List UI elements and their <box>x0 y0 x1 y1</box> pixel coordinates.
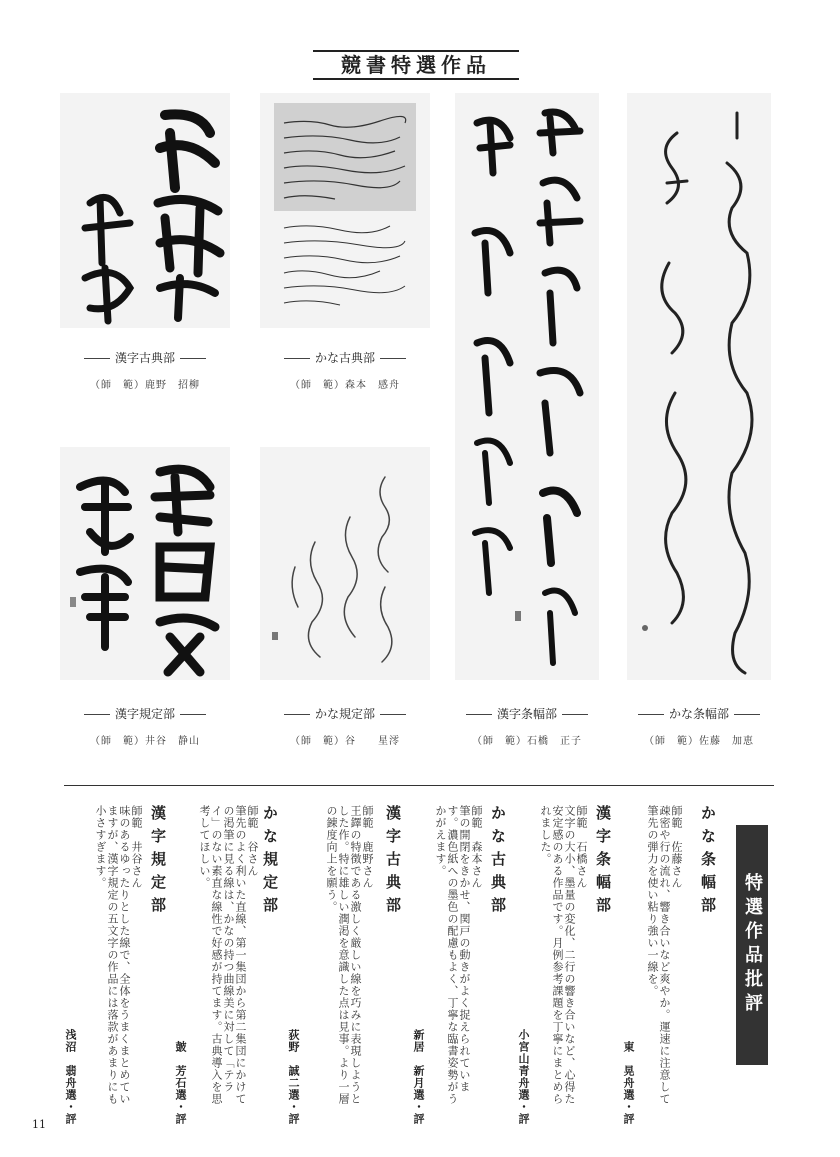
critique-signature: 浅沼 翡舟選・評 <box>64 1029 77 1125</box>
work-teacher: （師 範）佐藤 加恵 <box>644 736 754 747</box>
critique-text: 筆の開閉をきかせ、関戸の動きがよく捉えられています。濃色紙への墨色の配慮もよく、丁寧な臨書姿勢がうかがえます。 <box>434 805 471 1105</box>
artwork-kanji-classic <box>60 93 230 328</box>
artwork-kana-scroll <box>627 93 771 680</box>
work-category: 漢字規定部 <box>60 706 230 722</box>
critique-item <box>285 805 405 1125</box>
critique-signature: 小宮山青舟選・評 <box>517 1029 530 1125</box>
work-caption <box>60 706 230 747</box>
work-category: 漢字古典部 <box>60 350 230 366</box>
work-teacher: （師 範）谷 星澪 <box>290 736 400 747</box>
critique-item <box>620 805 720 1125</box>
work-caption <box>260 706 430 747</box>
critique-teacher: 師範 森本さん <box>470 805 483 889</box>
work-teacher: （師 範）井谷 静山 <box>90 736 200 747</box>
critique-category: かな古典部 <box>489 805 507 920</box>
critique-teacher: 師範 佐藤さん <box>670 805 683 889</box>
artwork-kanji-standard <box>60 447 230 680</box>
critique-item <box>410 805 510 1125</box>
critique-body <box>642 805 682 1105</box>
work-caption <box>614 706 784 747</box>
work-teacher: （師 範）鹿野 招柳 <box>90 380 200 391</box>
critique-body <box>192 805 258 1105</box>
section-divider <box>64 785 774 786</box>
critique-signature: 東 晃舟選・評 <box>622 1041 635 1125</box>
critique-text: 王鐸の特徴である激しく厳しい線を巧みに表現しようとした作。特に雄しい潤渇を意識した点は見事。より一層の錬度向上を願う。 <box>325 805 362 1105</box>
critique-text: 筆先のよく利いた直線、第一集団から第二集団にかけての渇筆に見る線は、かなの持つ曲線美に対して「テライ」のない素直な線性で好感が持てます。古典導入を思考してほしい。 <box>198 805 247 1105</box>
critique-signature: 荻野 誠二選・評 <box>287 1029 300 1125</box>
work-caption <box>60 350 230 391</box>
critique-teacher: 師範 谷さん <box>246 805 259 877</box>
critique-teacher: 師範 石橋さん <box>575 805 588 889</box>
work-category: かな条幅部 <box>614 706 784 722</box>
critique-category: かな規定部 <box>261 805 279 920</box>
artwork-kana-standard <box>260 447 430 680</box>
critique-body <box>307 805 373 1105</box>
artwork-kanji-scroll <box>455 93 599 680</box>
work-category: かな規定部 <box>260 706 430 722</box>
work-teacher: （師 範）石橋 正子 <box>472 736 582 747</box>
critique-signature: 新居 新月選・評 <box>412 1029 425 1125</box>
work-caption <box>442 706 612 747</box>
critique-body <box>537 805 587 1105</box>
critique-teacher: 師範 井谷さん <box>130 805 143 889</box>
work-teacher: （師 範）森本 感舟 <box>290 380 400 391</box>
critique-text: 文字の大小、墨量の変化、二行の響き合いなど、心得た安定感のある作品です。月例参考課題を丁寧にまとめられました。 <box>539 805 576 1105</box>
critique-item <box>62 805 170 1125</box>
critique-body <box>82 805 142 1105</box>
critique-teacher: 師範 鹿野さん <box>361 805 374 889</box>
critique-signature: 皷 芳石選・評 <box>174 1041 187 1125</box>
page-title: 競書特選作品 <box>313 50 519 80</box>
critique-item <box>515 805 615 1125</box>
critique-section-label: 特選作品批評 <box>736 825 768 1065</box>
critique-text: 味のあるゆったりとした線で、全体をうまくまとめていますが、漢字規定の五文字の作品には落款があまりにも小さすぎます。 <box>94 805 131 1105</box>
critique-category: 漢字古典部 <box>384 805 402 920</box>
critique-category: 漢字規定部 <box>149 805 167 920</box>
critique-text: 疎密や行の流れ、響き合いなど爽やか。運速に注意して筆先の弾力を使い粘り強い一線を。 <box>646 805 671 1105</box>
critique-category: かな条幅部 <box>699 805 717 920</box>
critique-category: 漢字条幅部 <box>594 805 612 920</box>
page-number: 11 <box>32 1118 46 1131</box>
critique-item <box>172 805 282 1125</box>
work-category: 漢字条幅部 <box>442 706 612 722</box>
work-caption <box>260 350 430 391</box>
work-category: かな古典部 <box>260 350 430 366</box>
artwork-kana-classic <box>260 93 430 328</box>
critique-body <box>432 805 482 1105</box>
